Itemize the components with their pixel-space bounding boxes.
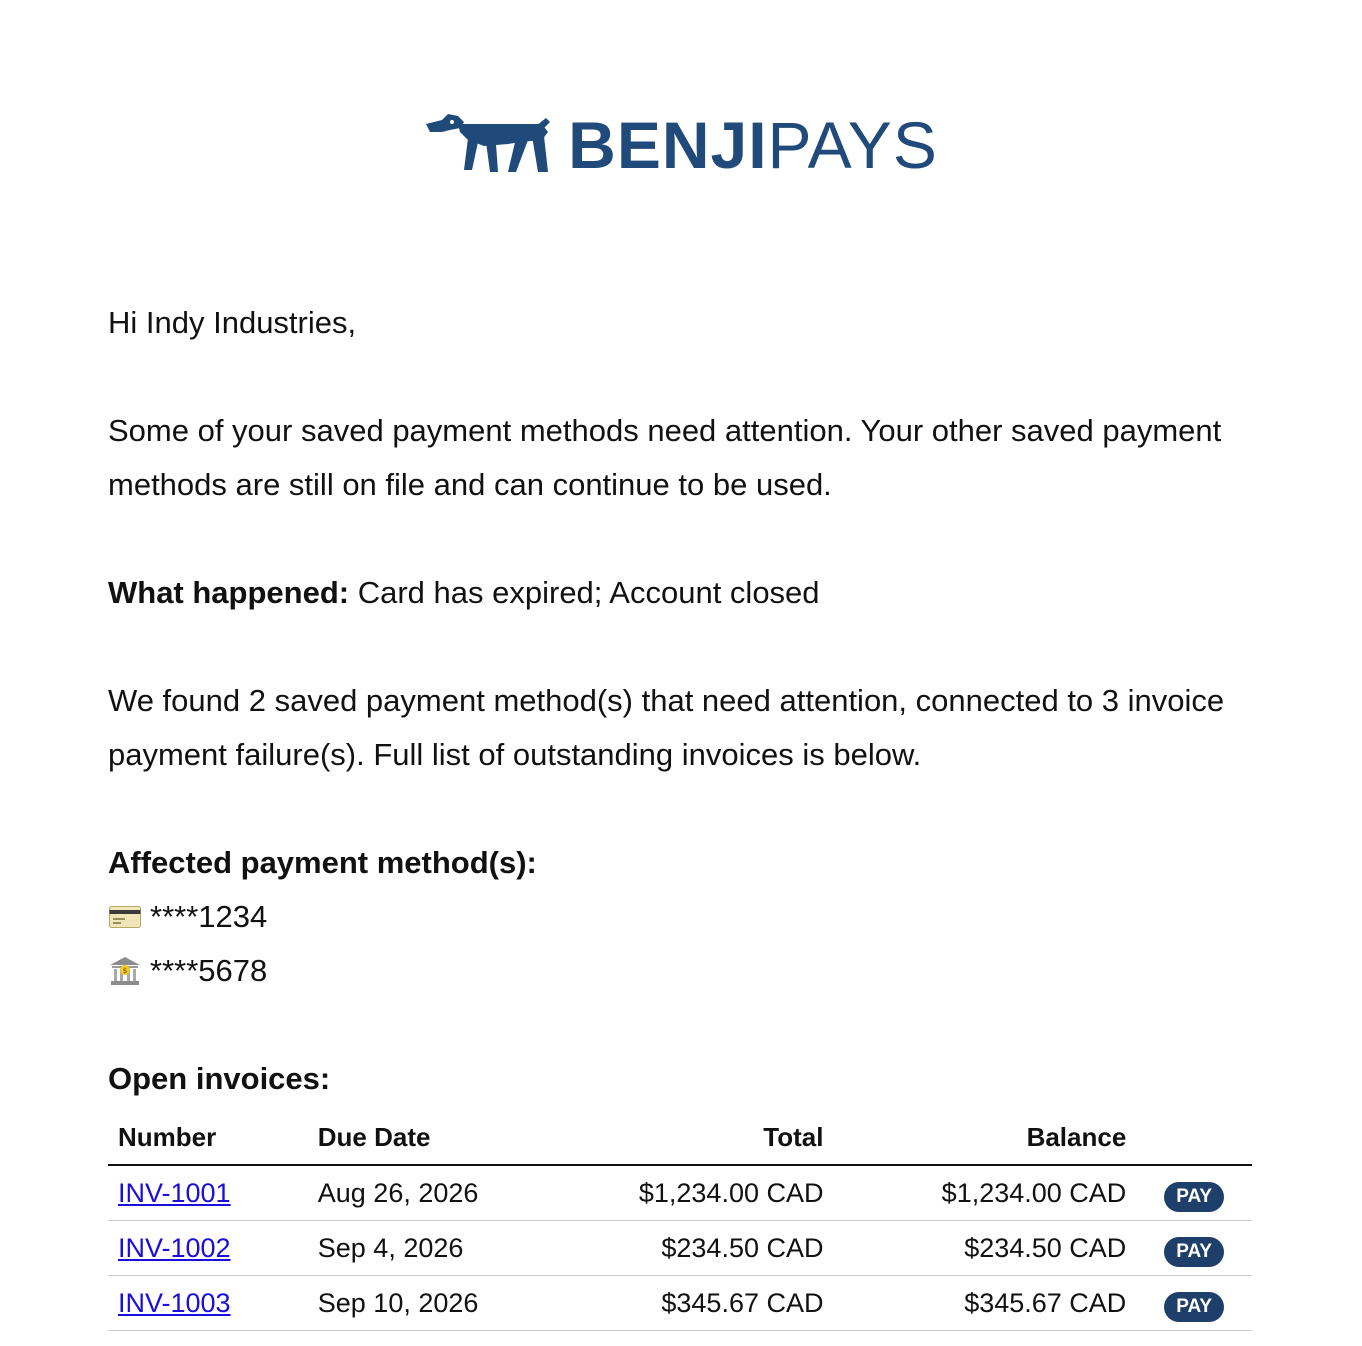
- brand-wordmark: [568, 108, 938, 182]
- invoice-due-date: Sep 10, 2026: [308, 1276, 571, 1331]
- column-header-balance: Balance: [833, 1110, 1136, 1165]
- invoice-due-date: Aug 26, 2026: [308, 1165, 571, 1221]
- dog-logo-icon: [424, 110, 552, 180]
- column-header-action: [1136, 1110, 1252, 1165]
- credit-card-icon: [108, 902, 142, 932]
- payment-method-bank: [108, 944, 1258, 998]
- brand-name-bold: BENJI: [568, 108, 768, 182]
- pay-button[interactable]: PAY: [1164, 1182, 1224, 1212]
- column-header-number: Number: [108, 1110, 308, 1165]
- invoice-due-date: Sep 4, 2026: [308, 1221, 571, 1276]
- affected-heading: Affected payment method(s):: [108, 845, 537, 880]
- invoice-total: $1,234.00 CAD: [571, 1165, 834, 1221]
- what-happened-value: Card has expired; Account closed: [349, 575, 820, 610]
- masked-card-number: ****1234: [150, 899, 268, 934]
- invoice-link[interactable]: INV-1001: [118, 1178, 231, 1208]
- invoice-total: $345.67 CAD: [571, 1276, 834, 1331]
- column-header-due-date: Due Date: [308, 1110, 571, 1165]
- invoice-balance: $1,234.00 CAD: [833, 1165, 1136, 1221]
- invoice-link[interactable]: INV-1003: [118, 1288, 231, 1318]
- table-row: [108, 1165, 1252, 1221]
- invoice-balance: $234.50 CAD: [833, 1221, 1136, 1276]
- what-happened-line: [108, 566, 1258, 620]
- benjipays-logo: [0, 110, 1362, 180]
- invoice-link[interactable]: INV-1002: [118, 1233, 231, 1263]
- payment-method-card: [108, 890, 1258, 944]
- pay-button[interactable]: PAY: [1164, 1237, 1224, 1267]
- pay-button[interactable]: PAY: [1164, 1292, 1224, 1322]
- table-header-row: [108, 1110, 1252, 1165]
- greeting: Hi Indy Industries,: [108, 305, 357, 340]
- found-paragraph: We found 2 saved payment method(s) that need attention, connected to 3 invoice payment failure(s). Full list of outstanding invoices is below.: [108, 683, 1225, 772]
- bank-icon: [108, 956, 142, 986]
- masked-bank-number: ****5678: [150, 953, 268, 988]
- invoice-total: $234.50 CAD: [571, 1221, 834, 1276]
- invoice-balance: $345.67 CAD: [833, 1276, 1136, 1331]
- intro-paragraph: Some of your saved payment methods need attention. Your other saved payment methods are still on file and can continue to be used.: [108, 413, 1222, 502]
- email-content: [108, 296, 1258, 1331]
- what-happened-label: What happened:: [108, 575, 350, 610]
- table-row: [108, 1276, 1252, 1331]
- brand-name-light: PAYS: [767, 108, 938, 182]
- table-row: [108, 1221, 1252, 1276]
- invoices-table: [108, 1110, 1252, 1331]
- open-invoices-heading: Open invoices:: [108, 1061, 331, 1096]
- svg-text:$: $: [122, 967, 128, 975]
- column-header-total: Total: [571, 1110, 834, 1165]
